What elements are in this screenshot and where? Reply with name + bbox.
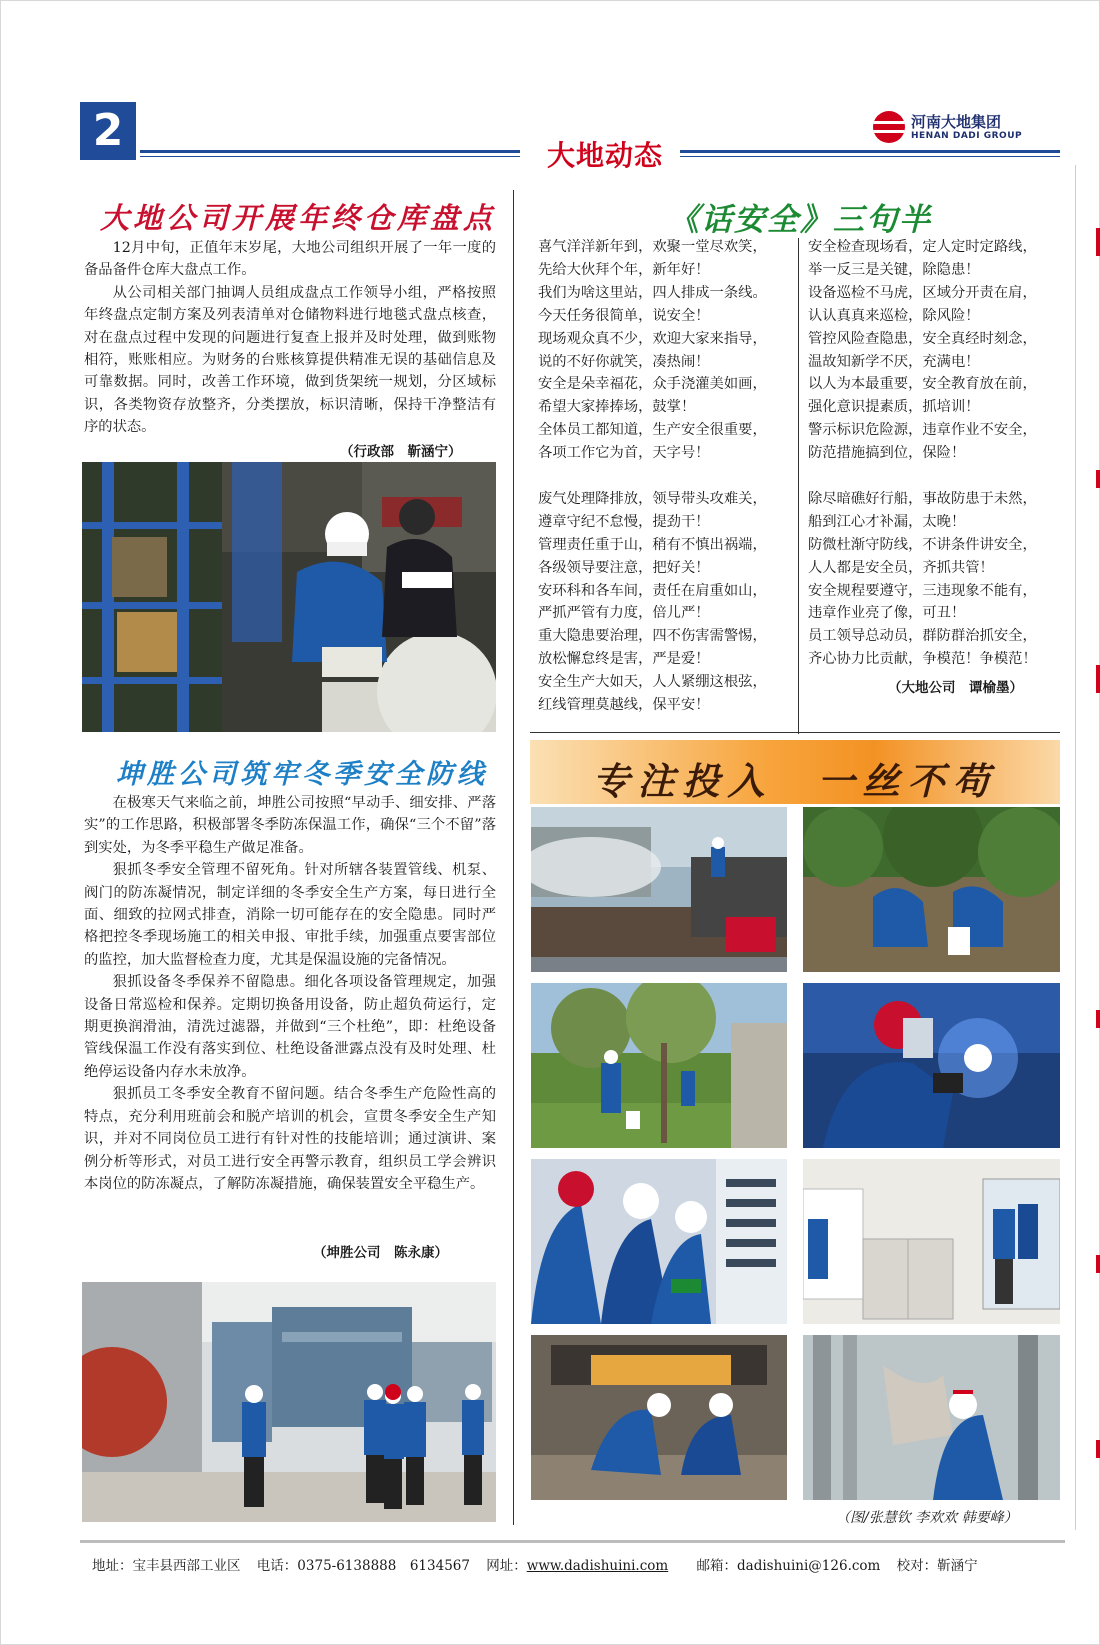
byline-dept: （大地公司 <box>888 680 956 697</box>
poem-line: 防微杜渐守防线，不讲条件讲安全， <box>808 536 1037 553</box>
footer-website-label: 网址： <box>486 1558 527 1574</box>
photo-feature-banner <box>530 740 1060 804</box>
poem-line: 齐心协力比贡献，争模范！争模范！ <box>808 651 1037 668</box>
poem-right-column <box>808 236 1070 700</box>
article3-title: 《话安全》三句半 <box>668 202 932 238</box>
poem-line: 先给大伙拜个年，新年好！ <box>538 261 710 278</box>
edge-mark <box>1096 1440 1100 1458</box>
feature-photo-welding <box>803 983 1060 1148</box>
poem-column-divider <box>798 238 799 734</box>
article2-paragraph: 狠抓冬季安全管理不留死角。针对所辖各装置管线、机泵、阀门的防冻凝情况，制定详细的冬季安全生产方案，每日进行全面、细致的拉网式排查，消除一切可能存在的安全隐患。同时严格把控冬季现场施工的相关申报、审批手续，加强重点要害部位的监控，加大监督检查力度，尤其是保温设施的完备情况。 <box>84 862 496 968</box>
poem-line: 强化意识提素质，抓培训！ <box>808 399 980 416</box>
byline-dept: （坤胜公司 <box>313 1245 381 1261</box>
feature-photo-pipe-maintenance <box>803 1335 1060 1500</box>
footer-rule <box>80 1540 1065 1543</box>
poem-line: 今天任务很简单，说安全！ <box>538 307 710 324</box>
poem-line: 各级领导要注意，把好关！ <box>538 559 710 576</box>
poem-line: 员工领导总动员，群防群治抓安全， <box>808 628 1037 645</box>
footer-email: 邮箱：dadishuini@126.com <box>696 1558 881 1574</box>
poem-line: 除尽暗礁好行船，事故防患于未然， <box>808 490 1037 507</box>
feature-photo-control-panel <box>531 1159 787 1324</box>
article1-paragraph: 12月中旬，正值年末岁尾，大地公司组织开展了一年一度的备品备件仓库大盘点工作。 <box>84 240 496 279</box>
footer-website-link[interactable]: www.dadishuini.com <box>526 1558 669 1574</box>
article2-paragraph: 狠抓员工冬季安全教育不留问题。结合冬季生产危险性高的特点，充分利用班前会和脱产培训的机会，宣贯冬季安全生产知识，并对不同岗位员工进行有针对性的技能培训；通过演讲、案例分析等形式，对员工进行安全再警示教育，组织员工学会辨识本岗位的防冻凝点，了解防冻凝措施，确保装置安全平稳生产。 <box>84 1086 496 1192</box>
edge-mark <box>1096 1010 1100 1028</box>
edge-mark <box>1096 228 1100 256</box>
poem-line: 现场观众真不少，欢迎大家来指导， <box>538 330 767 347</box>
byline-name: 谭榆墨） <box>969 680 1023 697</box>
article2-paragraph: 狠抓设备冬季保养不留隐患。细化各项设备管理规定，加强设备日常巡检和保养。定期切换备用设备，防止超负荷运行，定期更换润滑油，清洗过滤器，并做到“三个杜绝”，即：杜绝设备管线保温工作没有落实到位、杜绝设备泄露点没有及时处理、杜绝停运设备内存水未放净。 <box>84 974 496 1080</box>
poem-line: 遵章守纪不怠慢，提劲干！ <box>538 513 710 530</box>
logo-globe-icon <box>873 111 905 143</box>
group-logo <box>873 111 1022 143</box>
feature-photo-gardening <box>531 983 787 1148</box>
feature-photo-window-cleaning <box>803 1159 1060 1324</box>
article2-paragraph: 在极寒天气来临之前，坤胜公司按照“早动手、细安排、严落实”的工作思路，积极部署冬季防冻保温工作，确保“三个不留”落到实处，为冬季平稳生产做足准备。 <box>84 795 496 856</box>
poem-line: 温故知新学不厌，充满电！ <box>808 353 980 370</box>
poem-line: 设备巡检不马虎，区域分开责在肩， <box>808 284 1037 301</box>
poem-line: 严抓严管有力度，倍儿严！ <box>538 605 710 622</box>
poem-line: 放松懈怠终是害，严是爱！ <box>538 651 710 668</box>
edge-mark <box>1096 470 1100 488</box>
photo-feature-title: 专注投入 一丝不苟 <box>592 759 998 803</box>
inspection-team-photo <box>82 1282 496 1522</box>
poem-line: 防范措施搞到位，保险！ <box>808 445 966 462</box>
poem-line: 违章作业亮了像，可丑！ <box>808 605 966 622</box>
article2-byline <box>313 1241 448 1261</box>
poem-left-column <box>538 236 796 717</box>
poem-line: 安环科和各车间，责任在肩重如山， <box>538 582 767 599</box>
section-title: 大地动态 <box>546 139 663 172</box>
edge-mark <box>1096 665 1100 693</box>
article1-byline <box>340 440 462 460</box>
poem-line: 安全规程要遵守，三违现象不能有， <box>808 582 1037 599</box>
poem-line: 以人为本最重要，安全教育放在前， <box>808 376 1037 393</box>
poem-line: 各项工作它为首，天字号！ <box>538 445 710 462</box>
article1-body <box>84 237 496 439</box>
header-rule-right-thin <box>680 156 1060 157</box>
poem-line: 认认真真来巡检，除风险！ <box>808 307 980 324</box>
poem-line: 我们为啥这里站，四人排成一条线。 <box>538 284 767 301</box>
warehouse-inventory-photo <box>82 462 496 732</box>
byline-name: 陈永康） <box>394 1245 448 1261</box>
page-number: 2 <box>80 102 136 160</box>
poem-bottom-rule <box>530 732 1060 733</box>
header-rule-right <box>680 150 1060 153</box>
poem-line: 重大隐患要治理，四不伤害需警惕， <box>538 628 767 645</box>
poem-line: 安全检查现场看，定人定时定路线， <box>808 239 1037 255</box>
photo-credit: （图/张慧钦 李欢欢 韩要峰） <box>836 1510 1018 1526</box>
feature-photo-planting <box>803 807 1060 972</box>
logo-name-cn: 河南大地集团 <box>911 112 1002 131</box>
footer-phone: 电话：0375-6138888 6134567 <box>256 1558 470 1574</box>
footer <box>92 1554 990 1574</box>
poem-line: 全体员工都知道，生产安全很重要， <box>538 422 767 439</box>
article3-byline <box>808 677 1070 700</box>
header-rule-left <box>140 150 520 153</box>
feature-photo-truck <box>531 807 787 972</box>
poem-line: 喜气洋洋新年到，欢聚一堂尽欢笑， <box>538 239 767 255</box>
poem-line: 人人都是安全员，齐抓共管！ <box>808 559 994 576</box>
poem-line: 废气处理降排放，领导带头攻难关， <box>538 490 767 507</box>
footer-address: 地址：宝丰县西部工业区 <box>92 1558 241 1574</box>
article1-title: 大地公司开展年终仓库盘点 <box>100 201 497 235</box>
article1-paragraph: 从公司相关部门抽调人员组成盘点工作领导小组，严格按照年终盘点定制方案及列表清单对仓储物料进行地毯式盘点核查，对在盘点过程中发现的问题进行复查上报并及时处理，做到账物相符，账账相应。为财务的台账核算提供精准无误的基础信息及可靠数据。同时，改善工作环境，做到货架统一规划，分区域标识，各类物资存放整齐，分类摆放，标识清晰，保持干净整洁有序的状态。 <box>84 284 496 436</box>
article2-title: 坤胜公司筑牢冬季安全防线 <box>116 759 488 790</box>
poem-line: 管控风险查隐患，安全真经时刻念， <box>808 330 1037 347</box>
adjacent-page-edge <box>1075 165 1099 1530</box>
poem-line: 说的不好你就笑，凑热闹！ <box>538 353 710 370</box>
poem-line: 安全生产大如天，人人紧绷这根弦， <box>538 674 767 691</box>
byline-name: 靳涵宁） <box>407 444 462 460</box>
edge-mark <box>1096 1255 1100 1273</box>
feature-photo-kiln <box>531 1335 787 1500</box>
poem-line: 船到江心才补漏，太晚！ <box>808 513 966 530</box>
column-divider <box>513 190 514 1525</box>
footer-proofreader: 校对：靳涵宁 <box>896 1558 978 1574</box>
poem-line: 管理责任重于山，稍有不慎出祸端， <box>538 536 767 553</box>
header-rule-left-thin <box>140 156 520 157</box>
poem-line: 警示标识危险源，违章作业不安全， <box>808 422 1037 439</box>
poem-line: 红线管理莫越线，保平安！ <box>538 697 710 714</box>
logo-name-en: HENAN DADI GROUP <box>911 130 1023 141</box>
poem-line: 举一反三是关键，除隐患！ <box>808 261 980 278</box>
poem-line: 希望大家捧捧场，鼓掌！ <box>538 399 696 416</box>
poem-line: 安全是朵幸福花，众手浇灌美如画， <box>538 376 767 393</box>
article2-body <box>84 792 496 1195</box>
byline-dept: （行政部 <box>340 444 394 460</box>
